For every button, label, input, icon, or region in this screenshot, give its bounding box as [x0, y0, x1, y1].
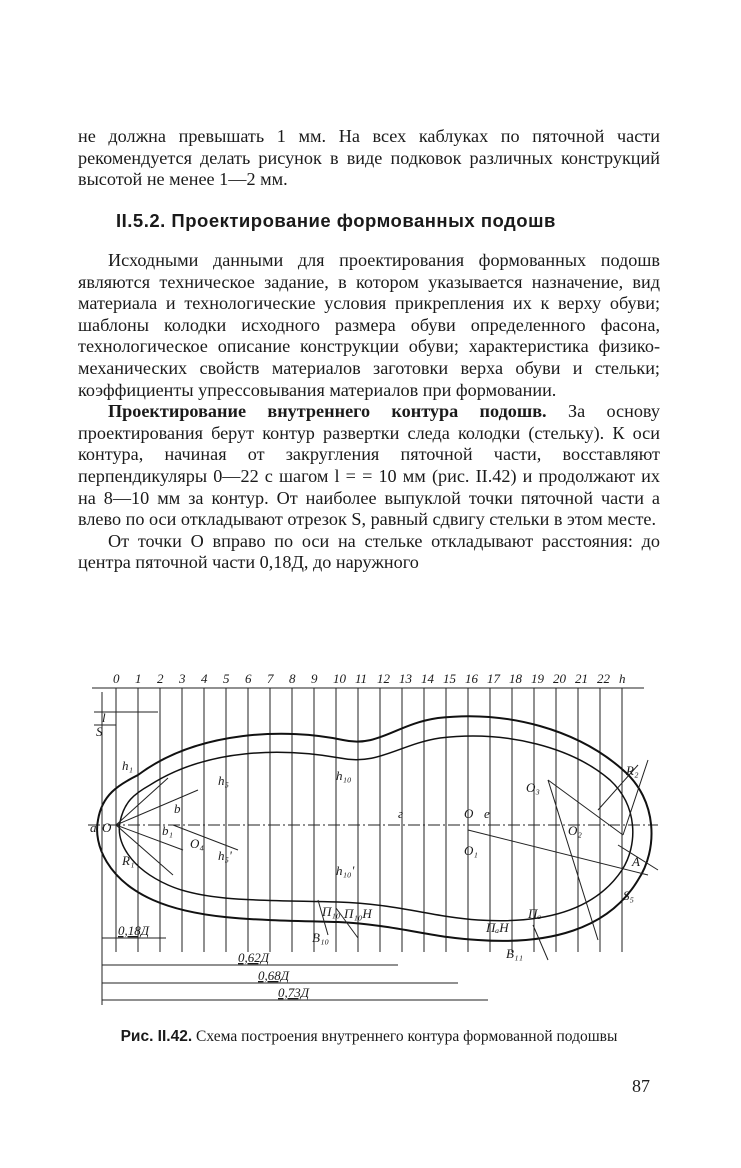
perpendicular-number: 9 — [311, 671, 318, 686]
perpendicular-number: 6 — [245, 671, 252, 686]
perpendicular-number: 18 — [509, 671, 522, 686]
section-heading: II.5.2. Проектирование формованных подошв — [116, 210, 556, 231]
perpendicular-numbers — [113, 671, 626, 686]
perpendicular-number: 12 — [377, 671, 390, 686]
perpendicular-number: 3 — [179, 671, 186, 686]
label-g: г — [398, 806, 404, 821]
perpendicular-number: 20 — [553, 671, 566, 686]
label-h5: h₅ — [218, 773, 230, 788]
perpendicular-number: 14 — [421, 671, 434, 686]
label-O: O — [102, 820, 112, 835]
paragraph-2 — [78, 401, 660, 531]
dim-018: 0,18Д — [118, 923, 150, 938]
label-S5: S₅ — [623, 888, 635, 903]
perpendicular-number: 17 — [487, 671, 500, 686]
dimension-lines — [94, 692, 488, 1005]
label-s: S — [96, 724, 103, 739]
label-O3: О₃ — [526, 780, 540, 795]
caption-text: Схема построения внутреннего контура формованной подошвы — [192, 1028, 618, 1045]
perpendicular-number: 1 — [135, 671, 142, 686]
body-text — [78, 250, 660, 574]
label-PAH: ПₐН — [486, 920, 509, 935]
top-paragraph: не должна превышать 1 мм. На всех каблуках по пяточной части рекомендуется делать рисунок в виде подковок различных конструкций высотой не менее 1—2 мм. — [78, 126, 660, 190]
caption-label: Рис. II.42. — [120, 1028, 193, 1045]
dim-062: 0,62Д — [238, 950, 270, 965]
label-B11: В₁₁ — [506, 946, 523, 961]
label-e: е — [484, 806, 490, 821]
label-O2b: О₂ — [568, 823, 582, 838]
perpendicular-number: 10 — [333, 671, 346, 686]
paragraph-3: От точки О вправо по оси на стельке откладывают расстояния: до центра пяточной части 0,18Д, до наружного — [78, 530, 660, 573]
label-B10: В₁₀ — [312, 930, 329, 945]
label-PA: Пₐ — [528, 906, 542, 921]
label-h5p: h₅' — [218, 848, 232, 863]
perpendicular-number: 19 — [531, 671, 544, 686]
perpendicular-number: 4 — [201, 671, 208, 686]
label-h10: h₁₀ — [336, 768, 352, 783]
figure-labels — [90, 710, 640, 1000]
perpendicular-number: 21 — [575, 671, 588, 686]
label-h1: h₁ — [122, 758, 134, 773]
paragraph-1: Исходными данными для проектирования формованных подошв являются техническое задание, в котором указывается назначение, вид материала и технологические условия прикрепления их к верху обуви; шаблоны колодки исходного размера обуви определенного фасона, технологическое описание конструкции обуви; характеристика физико-механических свойств материалов заготовки верха обуви и стельки; коэффициенты упрессовывания материалов при формовании. — [78, 250, 660, 400]
label-R2: R₂ — [626, 763, 639, 778]
label-O2: О — [464, 806, 474, 821]
perpendicular-number: 8 — [289, 671, 296, 686]
top-paragraph-block — [78, 126, 660, 191]
perpendicular-number: 5 — [223, 671, 230, 686]
label-P10: П₁₀ — [322, 904, 341, 919]
paragraph-2-text: За основу проектирования берут контур развертки следа колодки (стельку). К оси контура, начиная от закругления пяточной части, восставляют перпендикуляры 0—22 с шагом l = = 10 мм (рис. II.42) и продолжают их на 8—10 мм за контур. От наиболее выпуклой точки пяточной части a влево по оси откладывают отрезок S, равный сдвигу стельки в этом месте. — [78, 401, 660, 530]
perpendicular-number: 2 — [157, 671, 164, 686]
dim-068: 0,68Д — [258, 968, 290, 983]
label-h10p: h₁₀' — [336, 863, 355, 878]
perpendicular-number: 13 — [399, 671, 412, 686]
sole-diagram — [78, 670, 660, 1020]
label-A: А — [632, 854, 640, 869]
label-b1: b₁ — [162, 823, 174, 838]
label-O4: O₄ — [190, 836, 204, 851]
dim-073: 0,73Д — [278, 985, 310, 1000]
label-l: l — [102, 710, 106, 725]
perpendicular-number: h — [619, 671, 626, 686]
figure-caption — [78, 1028, 660, 1046]
perpendicular-number: 22 — [597, 671, 610, 686]
label-a: a — [90, 820, 97, 835]
label-O1: О₁ — [464, 843, 478, 858]
paragraph-2-lead: Проектирование внутреннего контура подошв. — [108, 401, 547, 422]
perpendicular-number: 7 — [267, 671, 274, 686]
perpendicular-number: 15 — [443, 671, 456, 686]
label-b: b — [174, 801, 181, 816]
label-R1: R₁ — [122, 853, 135, 868]
perpendicular-number: 11 — [355, 671, 368, 686]
perpendicular-number: 0 — [113, 671, 120, 686]
perpendicular-number: 16 — [465, 671, 478, 686]
label-P10H: П₁₀Н — [344, 906, 372, 921]
page-number: 87 — [632, 1076, 650, 1096]
figure-sole-construction — [78, 670, 660, 1025]
